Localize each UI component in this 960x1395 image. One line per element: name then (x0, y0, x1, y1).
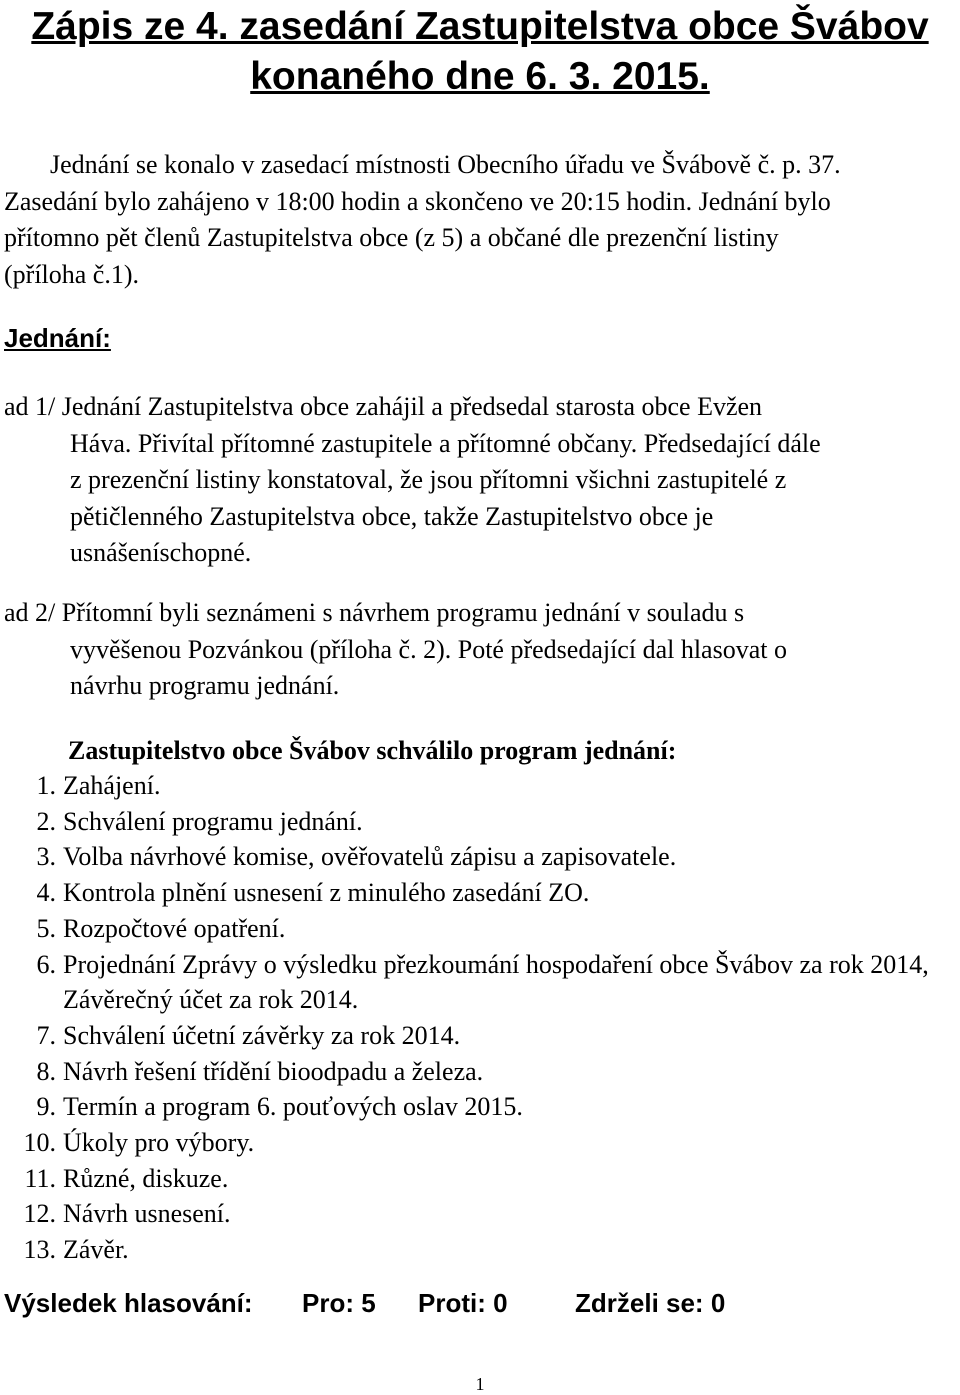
agenda-item-1-paragraph (4, 389, 934, 572)
ad1-line5: usnášeníschopné. (70, 538, 252, 567)
agenda-item-text: Rozpočtové opatření. (63, 913, 286, 943)
agenda-list-item (0, 1232, 960, 1268)
agenda-item-text: Návrh řešení třídění bioodpadu a železa. (63, 1056, 484, 1086)
intro-line4: (příloha č.1). (4, 259, 140, 289)
vote-for: Pro: 5 (302, 1288, 376, 1318)
agenda-list-item (0, 1054, 960, 1090)
agenda-item-text: Úkoly pro výbory. (63, 1128, 255, 1158)
agenda-item-number: 9. (36, 1092, 56, 1122)
ad2-line2: vyvěšenou Pozvánkou (příloha č. 2). Poté předsedající dal hlasovat o (70, 634, 787, 664)
vote-result (4, 1285, 725, 1321)
ad2-line1: ad 2/ Přítomní byli seznámeni s návrhem programu jednání v souladu s (4, 598, 745, 627)
agenda-item-text: Volba návrhové komise, ověřovatelů zápisu a zapisovatele. (63, 842, 677, 872)
agenda-item-number: 5. (36, 913, 56, 943)
agenda-item-number: 4. (36, 878, 56, 908)
document-title-line2: konaného dne 6. 3. 2015. (250, 55, 710, 98)
agenda-item-number: 8. (36, 1056, 56, 1086)
agenda-list-item (0, 1196, 960, 1232)
agenda-list-item (0, 911, 960, 947)
agenda-item-text: Schválení programu jednání. (63, 806, 363, 836)
agenda-item-text: Návrh usnesení. (63, 1199, 231, 1229)
agenda-item-text: Termín a program 6. pouťových oslav 2015. (63, 1092, 523, 1122)
agenda-list-item (0, 1161, 960, 1197)
ad1-line3: z prezenční listiny konstatoval, že jsou přítomni všichni zastupitelé z (70, 465, 787, 494)
agenda-item-text: Závěr. (63, 1235, 129, 1265)
intro-paragraph (4, 147, 960, 293)
agenda-item-number: 7. (36, 1020, 56, 1050)
intro-line3: přítomno pět členů Zastupitelstva obce (z 5) a občané dle prezenční listiny (4, 223, 779, 252)
agenda-list-item (0, 1089, 960, 1125)
agenda-list-item (0, 804, 960, 840)
agenda-list-item (0, 1125, 960, 1161)
agenda-item-text: Různé, diskuze. (63, 1163, 229, 1193)
approved-program-heading: Zastupitelstvo obce Švábov schválilo program jednání: (68, 736, 677, 765)
vote-abstain: Zdrželi se: 0 (575, 1288, 726, 1318)
agenda-list-item (0, 839, 960, 875)
ad1-line1: ad 1/ Jednání Zastupitelstva obce zahájil a předsedal starosta obce Evžen (4, 392, 763, 421)
intro-line2: Zasedání bylo zahájeno v 18:00 hodin a skončeno ve 20:15 hodin. Jednání bylo (4, 186, 831, 216)
vote-against: Proti: 0 (418, 1288, 508, 1318)
agenda-item-text: Projednání Zprávy o výsledku přezkoumání hospodaření obce Švábov za rok 2014, Závěrečný účet za rok 2014. (63, 949, 929, 1015)
ad1-line4: pětičlenného Zastupitelstva obce, takže Zastupitelstvo obce je (70, 501, 714, 531)
page-number: 1 (475, 1374, 485, 1394)
section-heading: Jednání: (4, 323, 111, 353)
agenda-item-2-paragraph (4, 595, 934, 705)
agenda-item-number: 11. (24, 1163, 56, 1193)
agenda-list-item (0, 1018, 960, 1054)
agenda-item-number: 6. (36, 949, 56, 979)
agenda-item-text: Zahájení. (63, 771, 161, 800)
agenda-list-item (0, 768, 960, 804)
ad2-line3: návrhu programu jednání. (70, 671, 340, 700)
agenda-item-text: Kontrola plnění usnesení z minulého zasedání ZO. (63, 878, 590, 908)
vote-result-label: Výsledek hlasování: (4, 1288, 253, 1318)
agenda-item-number: 13. (23, 1235, 56, 1265)
ad1-line2: Háva. Přivítal přítomné zastupitele a přítomné občany. Předsedající dále (70, 428, 821, 458)
agenda-list (0, 768, 960, 1268)
agenda-item-text: Schválení účetní závěrky za rok 2014. (63, 1020, 461, 1050)
intro-line1: Jednání se konalo v zasedací místnosti Obecního úřadu ve Švábově č. p. 37. (50, 150, 841, 179)
agenda-list-item (0, 875, 960, 911)
agenda-item-number: 1. (36, 771, 56, 800)
document-title-line1: Zápis ze 4. zasedání Zastupitelstva obce Švábov (31, 5, 929, 48)
agenda-item-number: 12. (23, 1199, 56, 1229)
agenda-item-number: 3. (36, 842, 56, 872)
agenda-item-number: 2. (36, 806, 56, 836)
agenda-list-item (0, 947, 960, 1018)
agenda-item-number: 10. (23, 1128, 56, 1158)
